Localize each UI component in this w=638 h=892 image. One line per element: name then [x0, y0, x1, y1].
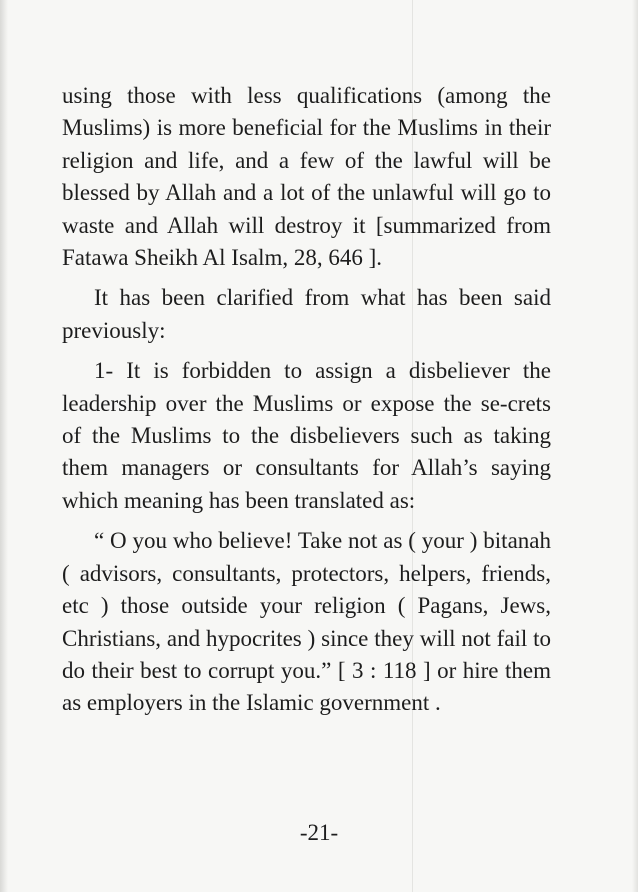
page-body: [62, 80, 551, 728]
paragraph-continuation: using those with less qualifications (among the Muslims) is more beneficial for the Muslims in their religion and life, and a few of the lawful will be blessed by Allah and a lot of the unlawful will go to waste and Allah will destroy it [summarized from Fatawa Sheikh Al Isalm, 28, 646 ].: [62, 83, 551, 271]
page-edge-shadow-right: [632, 0, 638, 892]
page-number: -21-: [299, 820, 339, 845]
page-edge-shadow-left: [0, 0, 8, 892]
paragraph-clarification: It has been clarified from what has been said previously:: [62, 285, 551, 343]
paragraph-point-1: 1- It is forbidden to assign a disbeliever the leadership over the Muslims or expose the se-crets of the Muslims to the disbelievers such as taking them managers or consultants for Allah’s saying which meaning has been translated as:: [62, 358, 551, 513]
paragraph-quotation: “ O you who believe! Take not as ( your ) bitanah ( advisors, consultants, protectors, helpers, friends, etc ) those outside your religion ( Pagans, Jews, Christians, and hypocrites ) since they will not fail to do their best to corrupt you.” [ 3 : 118 ] or hire them as employers in the Islamic government .: [62, 528, 551, 716]
